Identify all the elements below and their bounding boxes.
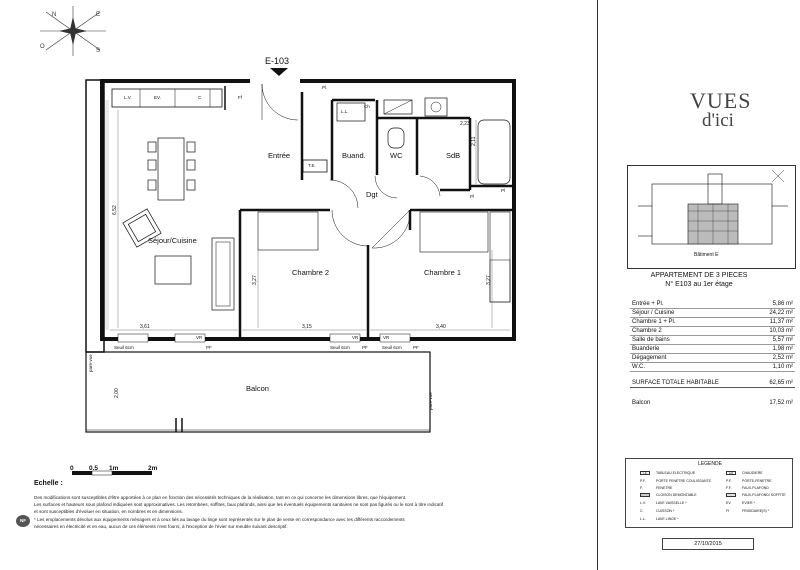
window-pf-1: PF <box>206 345 212 350</box>
room-balcon: Balcon <box>246 384 269 393</box>
sink <box>425 98 447 116</box>
dim-3-27-a: 3,27 <box>252 275 258 285</box>
scale-tick-05: 0.5 <box>89 465 99 472</box>
note-line: Des modifications sont susceptibles d'être apportées à ce plan en fonction des nécessités techniques de la réalisation, tant en ce qui concerne les dimensions libres, que l'équipement. <box>34 495 407 500</box>
area-row <box>630 318 795 327</box>
bed-chambre-2 <box>258 212 318 250</box>
legend-key: P.F. <box>640 479 646 483</box>
key-plan <box>627 165 796 269</box>
legend-key: C. <box>640 509 644 513</box>
legend-text: TABLEAU ELECTRIQUE <box>656 471 696 475</box>
area-value: 2,52 m² <box>772 355 793 361</box>
room-chambre-2: Chambre 2 <box>292 268 330 277</box>
area-value: 11,37 m² <box>769 319 793 325</box>
area-value: 1,10 m² <box>772 364 793 370</box>
wardrobe-chambre-1 <box>490 212 510 302</box>
fixture-ch: Ch <box>364 104 370 109</box>
entrance-arrow-icon <box>270 68 288 76</box>
area-value: 10,03 m² <box>769 328 793 334</box>
area-balcon-value: 17,52 m² <box>769 400 793 406</box>
threshold-2: Seuil 6cm <box>330 345 350 350</box>
area-value: 5,57 m² <box>772 337 793 343</box>
legend-swatch-cloison <box>640 493 650 497</box>
legend-key: L.L. <box>640 517 646 521</box>
toilet <box>388 128 404 148</box>
legend-key: L.V. <box>640 501 646 505</box>
compass-o: O <box>40 44 45 50</box>
scale-tick-0: 0 <box>70 465 74 472</box>
area-label: Salle de bains <box>632 337 670 343</box>
pare-vue-right: pare-vue <box>428 392 433 410</box>
area-label: Chambre 2 <box>632 328 662 334</box>
plan-date: 27/10/2015 <box>662 538 754 550</box>
area-total-label: SURFACE TOTALE HABITABLE <box>632 380 719 386</box>
legend-text: PORTE-FENETRE <box>742 479 772 483</box>
dim-3-27-b: 3,27 <box>486 275 492 285</box>
fixture-pl-2: Pl <box>470 194 475 199</box>
logo-line-2: d'ici <box>702 110 734 131</box>
legend-swatch-soffite <box>726 493 736 497</box>
area-total-value: 62,65 m² <box>769 380 793 386</box>
compass-s: S <box>96 48 101 54</box>
logo-line-1: VUES <box>690 88 752 113</box>
area-value: 24,22 m² <box>769 310 793 316</box>
compass-n: N <box>52 12 57 18</box>
area-row <box>630 345 795 354</box>
area-value: 5,86 m² <box>772 301 793 307</box>
scale-tick-2m: 2m <box>148 465 158 472</box>
room-chambre-1: Chambre 1 <box>424 268 462 277</box>
fixture-te: T.E. <box>308 163 316 168</box>
legend-key: EV. <box>726 501 732 505</box>
compass-small-icon <box>772 170 784 182</box>
area-row <box>630 300 795 309</box>
legend-text: FAUX-PLAFOND/ SOFFITE <box>742 493 786 497</box>
room-entree: Entrée <box>268 151 291 160</box>
dim-3-61: 3,61 <box>140 324 150 330</box>
area-row <box>630 336 795 345</box>
scale-tick-1m: 1m <box>109 465 119 472</box>
area-label: Entrée + Pl. <box>632 301 664 307</box>
legend-text: FENETRE <box>656 486 673 490</box>
legend <box>625 458 793 528</box>
unit-code: E-103 <box>265 56 290 66</box>
window-vr-1: VR <box>196 335 203 340</box>
disclaimer-notes <box>34 494 574 530</box>
note-line: Les surfaces et hauteurs sous plafond indiquées sont approximatives. Les retombées, soffites, faux plafonds, ainsi que les éventuels équipements sanitaires ne sont pas figurés ou le sont à titre indicatif <box>34 502 443 508</box>
compass-e: E <box>96 12 101 18</box>
legend-title: LEGENDE <box>698 461 722 467</box>
window-pf-3: PF <box>413 345 419 350</box>
dim-2-11: 2,11 <box>471 136 477 146</box>
area-total-row <box>630 379 795 388</box>
pare-vue-left: pare-vue <box>88 354 93 372</box>
legend-text: LAVE LINGE * <box>656 517 679 521</box>
dining-table <box>148 138 195 200</box>
window-vr-3: VR <box>383 335 390 340</box>
note-line: nécessaires en électricité et en eau, aucun de ces éléments n'est fourni, à l'exception de l'évier sur meuble suivant descriptif. <box>34 523 288 529</box>
scale-label: Echelle : <box>34 480 63 487</box>
threshold-3: Seuil 6cm <box>382 345 402 350</box>
brand-logo <box>680 88 760 138</box>
note-line: * Les emplacements dévolus aux équipements ménagers et à ceux liés au lavage du linge sont représentés sur le plan de vente en correspondance avec les différents raccordements <box>34 516 405 522</box>
area-label: Chambre 1 + Pl. <box>632 319 676 325</box>
building-label: Bâtiment E <box>694 252 719 258</box>
legend-text: CLOISON DEMONTABLE <box>656 493 697 497</box>
threshold-1: Seuil 6cm <box>114 345 134 350</box>
legend-key: F. <box>640 486 643 490</box>
room-wc: WC <box>390 151 403 160</box>
legend-key: Ch <box>726 471 736 475</box>
legend-text: FAUX-PLAFOND <box>742 486 769 490</box>
apartment-title <box>600 271 798 289</box>
nf-logo: NF <box>16 515 30 527</box>
area-row <box>630 327 795 336</box>
fixture-lv: L.V. <box>124 95 132 100</box>
area-row <box>630 363 795 372</box>
coffee-table <box>155 256 191 284</box>
legend-text: LAVE VAISSELLE * <box>656 501 687 505</box>
area-label: W.C. <box>632 364 645 370</box>
legend-text: PORTE FENETRE COULISSANTE <box>656 479 711 483</box>
dim-2-00: 2,00 <box>114 388 120 398</box>
legend-key: F.F. <box>726 486 732 490</box>
window-vr-2: VR <box>352 335 359 340</box>
apartment-title-sub: N° E103 au 1er étage <box>665 281 733 288</box>
dim-3-40: 3,40 <box>436 324 446 330</box>
legend-text: CHAUDIERE <box>742 471 763 475</box>
bathtub <box>478 120 510 184</box>
legend-text: FRIGIDAIRE(S) * <box>742 509 770 513</box>
area-label: Séjour / Cuisine <box>632 310 675 316</box>
sofa <box>212 238 234 310</box>
room-sdb: SdB <box>446 151 461 160</box>
dim-3-15: 3,15 <box>302 324 312 330</box>
window-pf-2: PF <box>362 345 368 350</box>
room-degagement: Dgt <box>366 190 378 199</box>
legend-key: Ff <box>726 509 730 513</box>
area-label: Dégagement <box>632 355 667 361</box>
area-balcon-row <box>630 399 795 408</box>
dim-2-23: 2,23 <box>460 121 470 127</box>
area-row <box>630 309 795 318</box>
fixture-pl: Pl. <box>322 85 328 90</box>
area-value: 1,98 m² <box>772 346 793 352</box>
legend-text: CUISSON * <box>656 509 675 513</box>
room-sejour: Séjour/Cuisine <box>148 236 197 245</box>
legend-text: EVIER * <box>742 501 755 505</box>
room-buanderie: Buand. <box>342 151 366 160</box>
apartment-title-main: APPARTEMENT DE 3 PIECES <box>650 272 748 279</box>
fixture-c: C <box>198 95 202 100</box>
dim-6-52: 6,52 <box>112 205 118 215</box>
fixture-ll: L.L. <box>341 109 349 114</box>
legend-key: T.E. <box>641 471 649 475</box>
fixture-ff: Ff <box>238 95 242 100</box>
fixture-pl-3: Pl <box>501 188 506 193</box>
area-row <box>630 354 795 363</box>
area-label: Buanderie <box>632 346 660 352</box>
legend-key: P.F. <box>726 479 732 483</box>
sidebar-divider <box>597 0 598 570</box>
bed-chambre-1 <box>420 212 488 252</box>
note-line: et sont susceptibles d'évoluer en situation, en nombres et en dimensions. <box>34 509 183 515</box>
fixture-ev: EV. <box>154 95 161 100</box>
area-balcon-label: Balcon <box>632 400 651 406</box>
